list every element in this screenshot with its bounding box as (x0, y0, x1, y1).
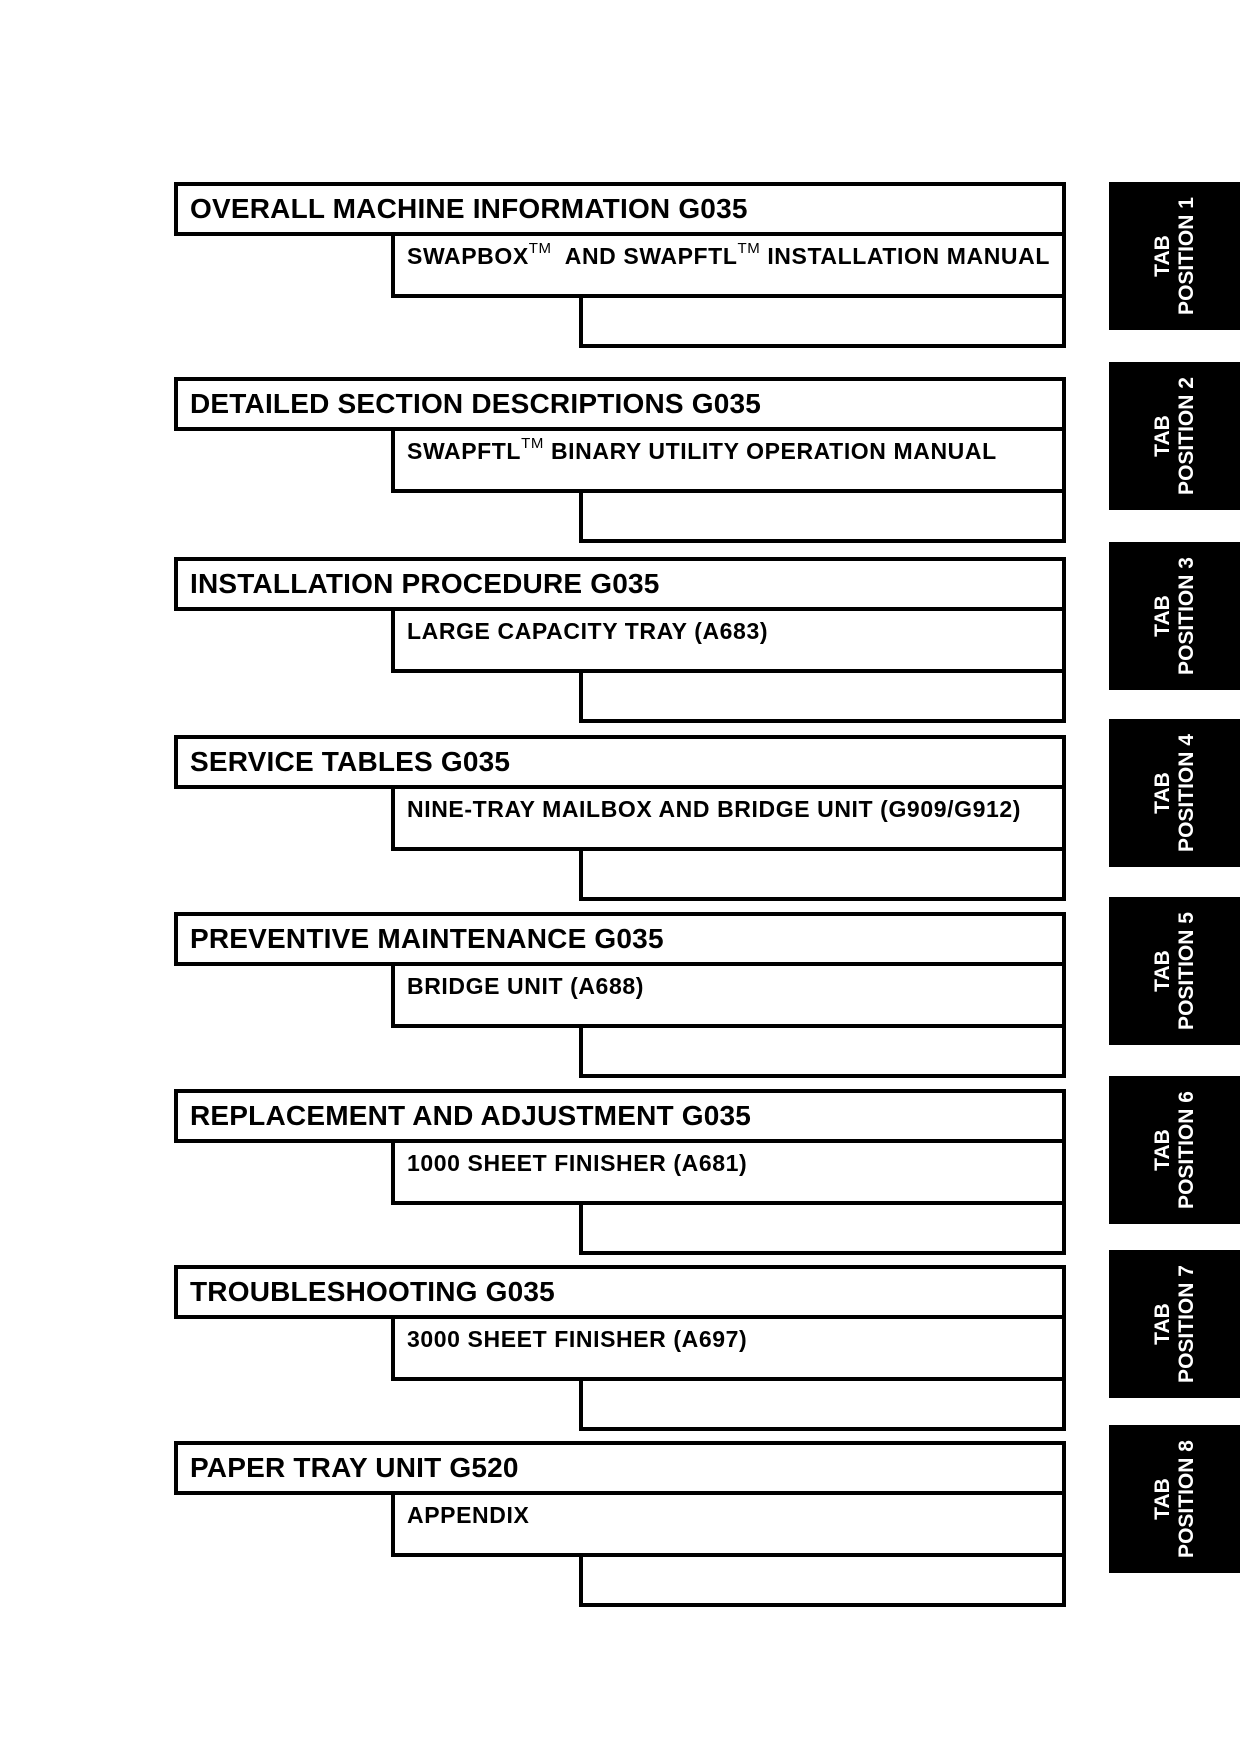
tab-label-line1: TAB (1150, 235, 1174, 277)
subsection-title-text: 1000 SHEET FINISHER (A681) (407, 1150, 748, 1176)
section-group (0, 735, 1240, 905)
section-title-box (174, 1265, 1066, 1319)
subsection-box (391, 962, 1066, 1028)
subsection-title-text: NINE-TRAY MAILBOX AND BRIDGE UNIT (G909/G912) (407, 796, 1022, 822)
blank-entry-box (579, 294, 1066, 348)
tab-label-line2: POSITION 4 (1174, 734, 1198, 852)
tab-label-line1: TAB (1150, 415, 1174, 457)
section-title: INSTALLATION PROCEDURE G035 (190, 568, 660, 599)
tab-label (1151, 362, 1199, 510)
section-group (0, 1089, 1240, 1259)
section-group (0, 912, 1240, 1082)
tab-label (1151, 542, 1199, 690)
tab-label-line1: TAB (1150, 772, 1174, 814)
subsection-box (391, 1491, 1066, 1557)
section-title-box (174, 1441, 1066, 1495)
subsection-box (391, 785, 1066, 851)
tab-label-line2: POSITION 3 (1174, 557, 1198, 675)
section-title: OVERALL MACHINE INFORMATION G035 (190, 193, 748, 224)
trademark-mark: TM (528, 240, 552, 258)
tab-label (1151, 719, 1199, 867)
section-group (0, 1441, 1240, 1611)
tab-position-marker (1109, 182, 1240, 330)
tab-position-marker (1109, 362, 1240, 510)
blank-entry-box (579, 669, 1066, 723)
subsection-box (391, 1315, 1066, 1381)
section-title: TROUBLESHOOTING G035 (190, 1276, 555, 1307)
tab-label-line2: POSITION 1 (1174, 197, 1198, 315)
tab-position-marker (1109, 719, 1240, 867)
section-group (0, 1265, 1240, 1435)
subsection-title-text: INSTALLATION MANUAL (760, 243, 1050, 269)
tab-label-line2: POSITION 2 (1174, 377, 1198, 495)
tab-label-line2: POSITION 6 (1174, 1091, 1198, 1209)
blank-entry-box (579, 1377, 1066, 1431)
tab-label (1151, 1250, 1199, 1398)
section-title-box (174, 377, 1066, 431)
subsection-title-text: SWAPBOX (407, 243, 529, 269)
subsection-title (407, 972, 1052, 1001)
section-title: DETAILED SECTION DESCRIPTIONS G035 (190, 388, 762, 419)
tab-position-marker (1109, 1425, 1240, 1573)
trademark-mark: TM (737, 240, 761, 258)
section-group (0, 182, 1240, 352)
subsection-title-text: 3000 SHEET FINISHER (A697) (407, 1326, 748, 1352)
section-title: PAPER TRAY UNIT G520 (190, 1452, 519, 1483)
tab-label (1151, 897, 1199, 1045)
subsection-title-text: BRIDGE UNIT (A688) (407, 973, 644, 999)
blank-entry-box (579, 489, 1066, 543)
section-title: SERVICE TABLES G035 (190, 746, 511, 777)
subsection-title (407, 242, 1052, 271)
tab-label (1151, 182, 1199, 330)
subsection-title-text: LARGE CAPACITY TRAY (A683) (407, 618, 769, 644)
tab-position-marker (1109, 1076, 1240, 1224)
subsection-title (407, 1149, 1052, 1178)
blank-entry-box (579, 1024, 1066, 1078)
tab-label-line2: POSITION 7 (1174, 1265, 1198, 1383)
subsection-title (407, 437, 1052, 466)
tab-label (1151, 1076, 1199, 1224)
subsection-title-text: BINARY UTILITY OPERATION MANUAL (543, 438, 997, 464)
tab-label-line1: TAB (1150, 595, 1174, 637)
section-title-box (174, 182, 1066, 236)
section-title: PREVENTIVE MAINTENANCE G035 (190, 923, 664, 954)
section-title: REPLACEMENT AND ADJUSTMENT G035 (190, 1100, 752, 1131)
subsection-box (391, 1139, 1066, 1205)
blank-entry-box (579, 1553, 1066, 1607)
tab-position-marker (1109, 542, 1240, 690)
section-title-box (174, 1089, 1066, 1143)
tab-label (1151, 1425, 1199, 1573)
blank-entry-box (579, 1201, 1066, 1255)
tab-label-line1: TAB (1150, 950, 1174, 992)
section-title-box (174, 557, 1066, 611)
trademark-mark: TM (521, 435, 544, 453)
subsection-box (391, 232, 1066, 298)
section-title-box (174, 912, 1066, 966)
section-group (0, 557, 1240, 727)
subsection-title (407, 1501, 1052, 1530)
section-group (0, 377, 1240, 547)
section-title-box (174, 735, 1066, 789)
subsection-box (391, 607, 1066, 673)
subsection-title-text: AND SWAPFTL (551, 243, 738, 269)
subsection-title-text: SWAPFTL (407, 438, 522, 464)
subsection-title (407, 617, 1052, 646)
blank-entry-box (579, 847, 1066, 901)
subsection-title (407, 1325, 1052, 1354)
tab-label-line2: POSITION 8 (1174, 1440, 1198, 1558)
tab-position-marker (1109, 1250, 1240, 1398)
tab-label-line1: TAB (1150, 1129, 1174, 1171)
tab-position-marker (1109, 897, 1240, 1045)
subsection-title-text: APPENDIX (407, 1502, 530, 1528)
subsection-title (407, 795, 1052, 824)
tab-label-line1: TAB (1150, 1303, 1174, 1345)
subsection-box (391, 427, 1066, 493)
tab-label-line2: POSITION 5 (1174, 912, 1198, 1030)
tab-label-line1: TAB (1150, 1478, 1174, 1520)
